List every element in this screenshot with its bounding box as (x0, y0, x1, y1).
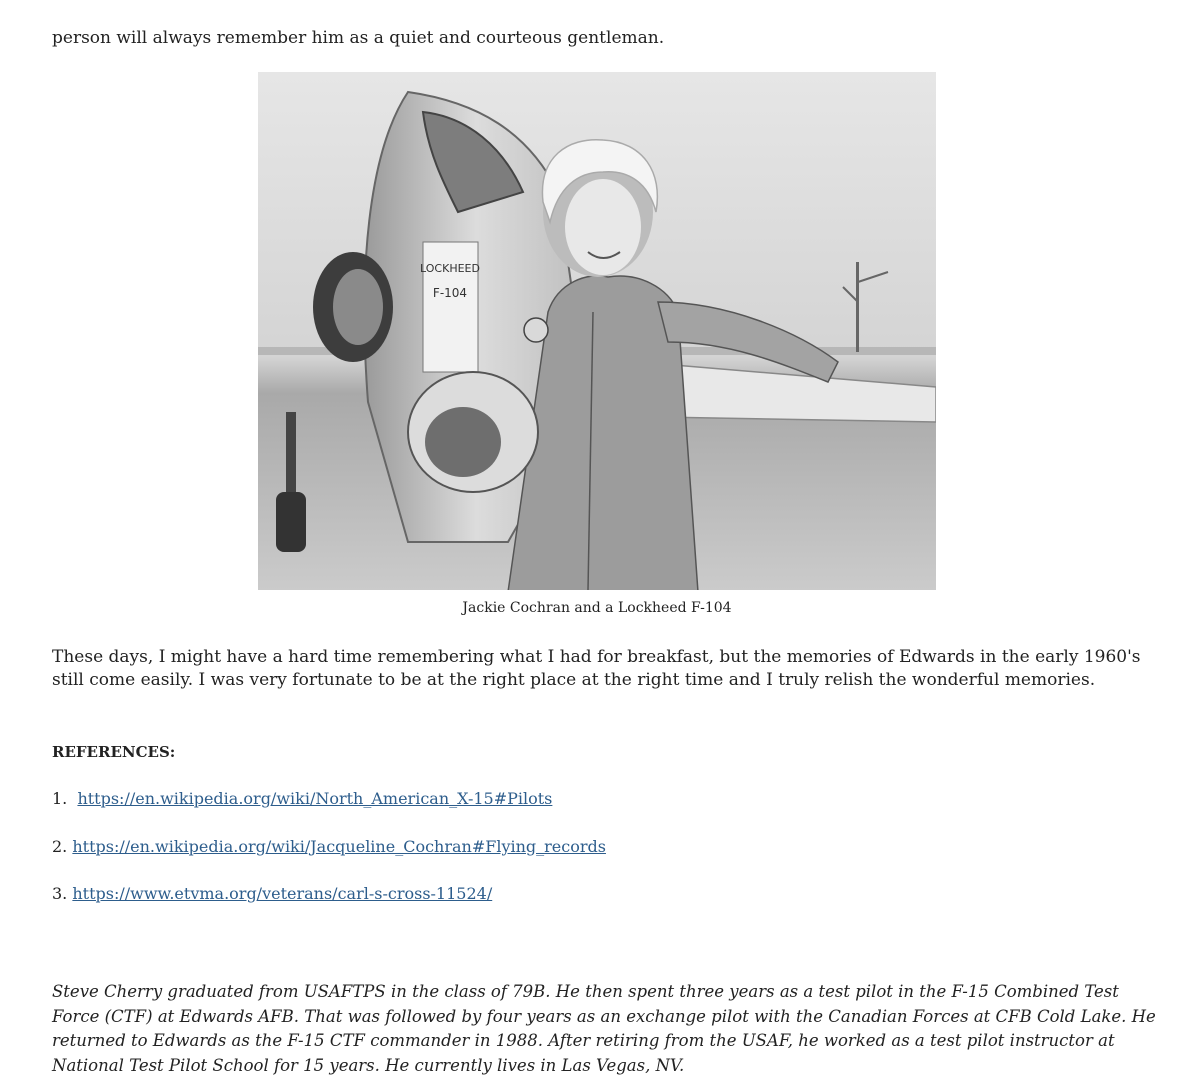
memories-paragraph: These days, I might have a hard time remembering what I had for breakfast, but the memories of Edwards in the early 1960's still come easily. I was very fortunate to be at the right place at the right time and I truly relish the wonderful memories. (52, 647, 1141, 690)
reference-link[interactable]: https://en.wikipedia.org/wiki/Jacqueline_Cochran#Flying_records (72, 837, 606, 856)
reference-item (52, 788, 552, 810)
references-heading: REFERENCES: (52, 743, 176, 761)
reference-number: 2. (52, 837, 68, 856)
reference-number: 3. (52, 884, 68, 903)
jackie-cochran-f104-photo (258, 72, 936, 590)
photo-caption: Jackie Cochran and a Lockheed F-104 (462, 600, 732, 616)
intro-line: person will always remember him as a quiet and courteous gentleman. (52, 28, 665, 48)
reference-item (52, 883, 492, 905)
reference-item (52, 836, 606, 858)
reference-link[interactable]: https://www.etvma.org/veterans/carl-s-cross-11524/ (72, 884, 493, 903)
fuselage-lettering: LOCKHEED (420, 262, 480, 275)
author-bio: Steve Cherry graduated from USAFTPS in the class of 79B. He then spent three years as a test pilot in the F-15 Combined Test Force (CTF) at Edwards AFB. That was followed by four years as an exchange pilot with the Canadian Forces at CFB Cold Lake. He returned to Edwards as the F-15 CTF commander in 1988. After retiring from the USAF, he worked as a test pilot instructor at National Test Pilot School for 15 years. He currently lives in Las Vegas, NV. (52, 982, 1156, 1075)
fuselage-lettering: F-104 (432, 286, 468, 300)
reference-link[interactable]: https://en.wikipedia.org/wiki/North_American_X-15#Pilots (77, 789, 553, 808)
reference-number: 1. (52, 789, 68, 808)
